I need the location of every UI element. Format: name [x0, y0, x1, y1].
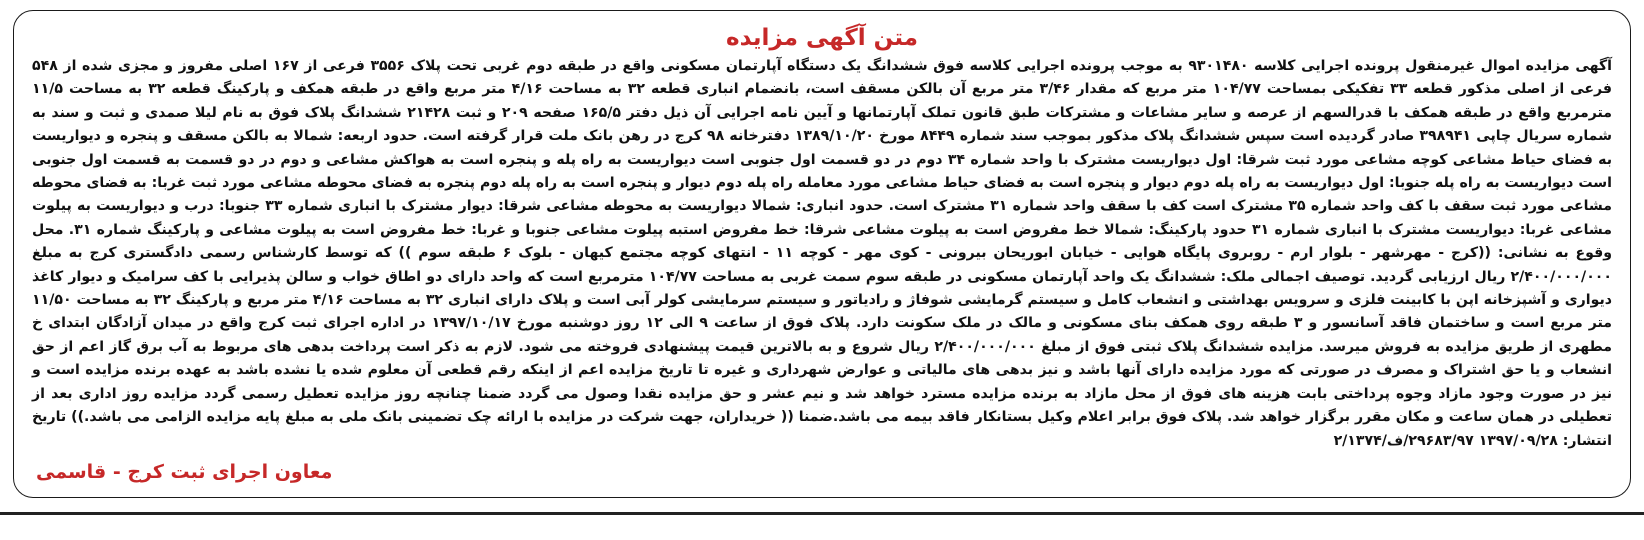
notice-title: متن آگهی مزایده [726, 25, 918, 51]
notice-body [32, 55, 1612, 453]
notice-frame [13, 10, 1631, 498]
notice-signature: معاون اجرای ثبت کرج - قاسمی [36, 461, 333, 483]
bottom-divider [0, 512, 1644, 515]
notice-body-text: آگهی مزایده اموال غیرمنقول پرونده اجرایی کلاسه ۹۳۰۱۴۸۰ به موجب پرونده اجرایی کلاسه فوق ششدانگ یک دستگاه آپارتمان مسکونی واقع در طبقه دوم غربی تحت پلاک ۳۵۵۶ فرعی از ۱۶۷ اصلی مفروز و مجزی شده از ۵۴۸ فرعی از اصلی مذکور قطعه ۳۳ تفکیکی بمساحت ۱۰۴/۷۷ متر مربع که مقدار ۳/۴۶ متر مربع آن بالکن مسقف است، بانضمام انباری قطعه ۳۲ به مساحت ۴/۱۶ متر مربع واقع در طبقه همکف و پارکینگ قطعه ۳۲ به مساحت ۱۱/۵ مترمربع واقع در طبقه همکف با قدرالسهم از عرصه و سایر مشاعات و مشترکات طبق قانون تملک آپارتمانها و آیین نامه اجرایی آن ذیل دفتر ۱۶۵/۵ صفحه ۲۰۹ و ثبت ۲۱۴۲۸ ششدانگ پلاک فوق به نام لیلا صمدی و ثبت و سند به شماره سریال چاپی ۳۹۸۹۴۱ صادر گردیده است سپس ششدانگ پلاک مذکور بموجب سند شماره ۸۴۴۹ مورخ ۱۳۸۹/۱۰/۲۰ دفترخانه ۹۸ کرج در رهن بانک ملت قرار گرفته است. حدود اربعه: شمالا به بالکن مسقف و پنجره و دیواریست به فضای حیاط مشاعی کوچه مشاعی مورد ثبت شرقا: اول دیواریست مشترک با واحد شماره ۳۴ دوم در دو قسمت اول جنوبی است دیواریست به راه پله و پنجره است به هواکش مشاعی و دوم در دو قسمت به قسمت اول جنوبی است دیواریست به راه پله جنوبا: اول دیواریست به راه پله دوم دیوار و پنجره است به فضای حیاط مشاعی مورد معامله راه پله دوم دیوار و پنجره است به راه پله دوم پنجره به فضای محوطه مشاعی مورد ثبت غربا: به فضای محوطه مشاعی مورد ثبت سقف با کف واحد شماره ۳۵ مشترک است کف با سقف واحد شماره ۳۱ مشترک است. حدود انباری: شمالا دیواریست به محوطه مشاعی شرقا: دیوار مشترک با انباری شماره ۳۳ جنوبا: درب و دیواریست به پیلوت مشاعی غربا: دیواریست مشترک با انباری شماره ۳۱ حدود پارکینگ: شمالا خط مفروض است به پیلوت مشاعی شرقا: خط مفروض استبه پیلوت مشاعی جنوبا و غربا: خط مفروض است به پیلوت مشاعی و پارکینگ شماره ۳۱. محل وقوع به نشانی: ((کرج - مهرشهر - بلوار ارم - روبروی پایگاه هوایی - خیابان ابوریحان بیرونی - کوی مهر - کوچه ۱۱ - انتهای کوچه مجتمع کیهان - بلوک ۶ طبقه سوم )) که توسط کارشناس رسمی دادگستری کرج به مبلغ ۲/۴۰۰/۰۰۰/۰۰۰ ریال ارزیابی گردید. توصیف اجمالی ملک: ششدانگ یک واحد آپارتمان مسکونی در طبقه سوم سمت غربی به مساحت ۱۰۴/۷۷ مترمربع است که واحد دارای دو اطاق خواب و سالن پذیرایی با کف سرامیک و دیوار کاغذ دیواری و آشپزخانه اپن با کابینت فلزی و سرویس بهداشتی و انشعاب کامل و سیستم گرمایشی شوفاژ و رادیاتور و سیستم سرمایشی کولر آبی است و پلاک دارای انباری ۳۲ به مساحت ۴/۱۶ متر مربع و پارکینگ ۳۲ به مساحت ۱۱/۵۰ متر مربع است و ساختمان فاقد آسانسور و ۳ طبقه روی همکف بنای مسکونی و مالک در ملک سکونت دارد. پلاک فوق از ساعت ۹ الی ۱۲ روز دوشنبه مورخ ۱۳۹۷/۱۰/۱۷ در اداره اجرای ثبت کرج واقع در میدان آزادگان ابتدای خ مطهری از طریق مزایده به فروش میرسد. مزایده ششدانگ پلاک ثبتی فوق از مبلغ ۲/۴۰۰/۰۰۰/۰۰۰ ریال شروع و به بالاترین قیمت پیشنهادی فروخته می شود. لازم به ذکر است پرداخت بدهی های مربوط به آب برق گاز اعم از حق انشعاب و یا حق اشتراک و مصرف در صورتی که مورد مزایده دارای آنها باشد و نیز بدهی های مالیاتی و عوارض شهرداری و غیره تا تاریخ مزایده اعم از اینکه رقم قطعی آن معلوم شده یا نشده باشد به عهده برنده مزایده است و نیز در صورت وجود مازاد وجوه پرداختی بابت هزینه های فوق از محل مازاد به برنده مزایده مسترد خواهد شد و نیم عشر و حق مزایده نقدا وصول می گردد ضمنا چنانچه روز مزایده تعطیل رسمی گردد مزایده روز اداری بعد از تعطیلی در همان ساعت و مکان مقرر برگزار خواهد شد. پلاک فوق برابر اعلام وکیل بستانکار فاقد بیمه می باشد.ضمنا (( خریداران، جهت شرکت در مزایده با ارائه چک تضمینی بانک ملی به مبلغ پایه مزایده الزامی می باشد.)) تاریخ انتشار: ۱۳۹۷/۰۹/۲۸ ۲۹۶۸۳/۹۷/ف/۲/۱۳۷۴ [32, 58, 1613, 449]
